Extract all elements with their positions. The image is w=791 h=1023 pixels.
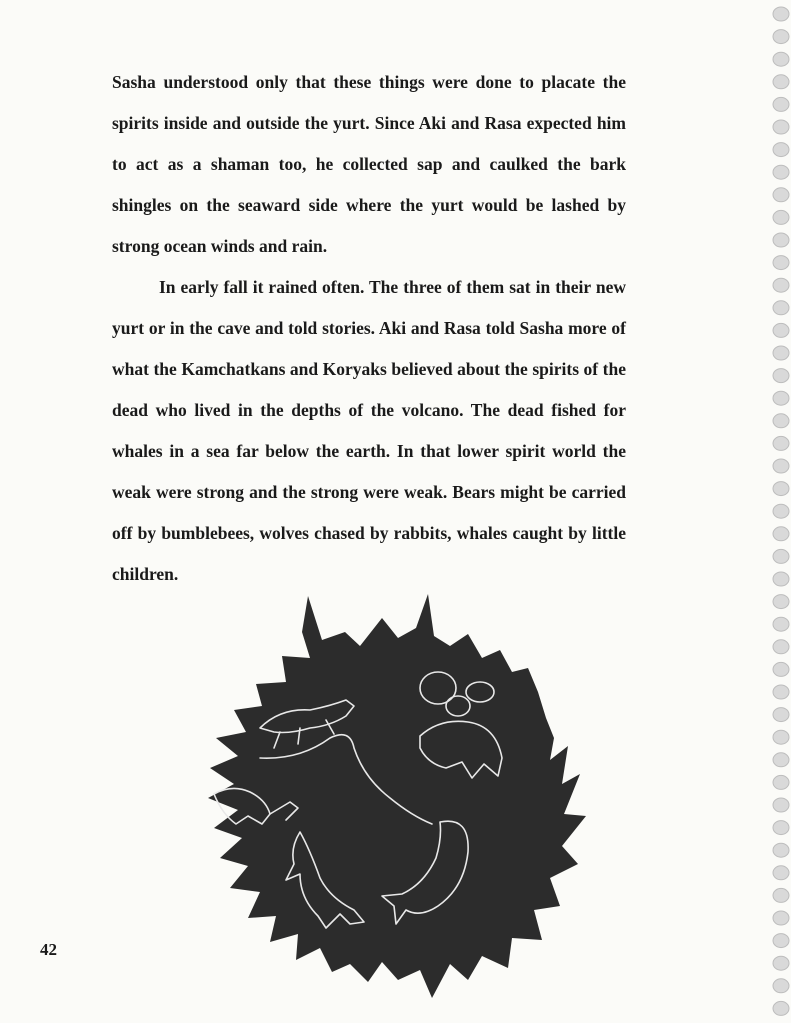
binding-ring <box>773 482 789 496</box>
binding-ring <box>773 391 789 405</box>
binding-ring <box>773 369 789 383</box>
binding-ring <box>773 821 789 835</box>
binding-ring <box>773 708 789 722</box>
binding-ring <box>773 979 789 993</box>
binding-ring <box>773 934 789 948</box>
page-number: 42 <box>40 940 57 959</box>
binding-ring <box>773 165 789 179</box>
binding-ring <box>773 640 789 654</box>
binding-ring <box>773 527 789 541</box>
binding-ring <box>773 436 789 450</box>
binding-ring <box>773 143 789 157</box>
binding-ring <box>773 278 789 292</box>
binding-ring <box>773 233 789 247</box>
binding-ring <box>773 1001 789 1015</box>
binding-ring <box>773 52 789 66</box>
binding-ring <box>773 888 789 902</box>
binding-ring <box>773 617 789 631</box>
paragraph-2: In early fall it rained often. The three of them sat in their new yurt or in the cave and told stories. Aki and Rasa told Sasha more of what the Kamchatkans and Koryaks believed about the spirits of the dead who lived in the depths of the volcano. The dead fished for whales in a sea far below the earth. In that lower spirit world the weak were strong and the strong were weak. Bears might be carried off by bumblebees, wolves chased by rabbits, whales caught by little children. <box>112 277 626 584</box>
binding-ring <box>773 753 789 767</box>
binding-ring <box>773 572 789 586</box>
binding-ring <box>773 662 789 676</box>
binding-ring <box>773 75 789 89</box>
binding-ring <box>773 7 789 21</box>
binding-ring <box>773 414 789 428</box>
binding-ring <box>773 843 789 857</box>
binding-ring <box>773 911 789 925</box>
binding-ring <box>773 346 789 360</box>
paragraph-1: Sasha understood only that these things were done to placate the spirits inside and outside the yurt. Since Aki and Rasa expected him to act as a shaman too, he collected sap and caulked the bark shingles on the seaward side where the yurt would be lashed by strong ocean winds and rain. <box>112 72 626 256</box>
binding-ring <box>773 210 789 224</box>
spiral-binding <box>765 0 791 1023</box>
spirit-world-illustration <box>150 588 590 1006</box>
binding-ring <box>773 798 789 812</box>
binding-ring <box>773 256 789 270</box>
binding-ring <box>773 30 789 44</box>
binding-ring <box>773 775 789 789</box>
binding-ring <box>773 866 789 880</box>
binding-ring <box>773 97 789 111</box>
binding-ring <box>773 730 789 744</box>
body-text <box>112 62 626 595</box>
illustration-background <box>208 594 586 998</box>
binding-ring <box>773 504 789 518</box>
binding-ring <box>773 301 789 315</box>
binding-ring <box>773 595 789 609</box>
binding-ring <box>773 685 789 699</box>
binding-ring <box>773 459 789 473</box>
binding-ring <box>773 956 789 970</box>
binding-ring <box>773 188 789 202</box>
binding-ring <box>773 120 789 134</box>
binding-ring <box>773 549 789 563</box>
binding-ring <box>773 323 789 337</box>
